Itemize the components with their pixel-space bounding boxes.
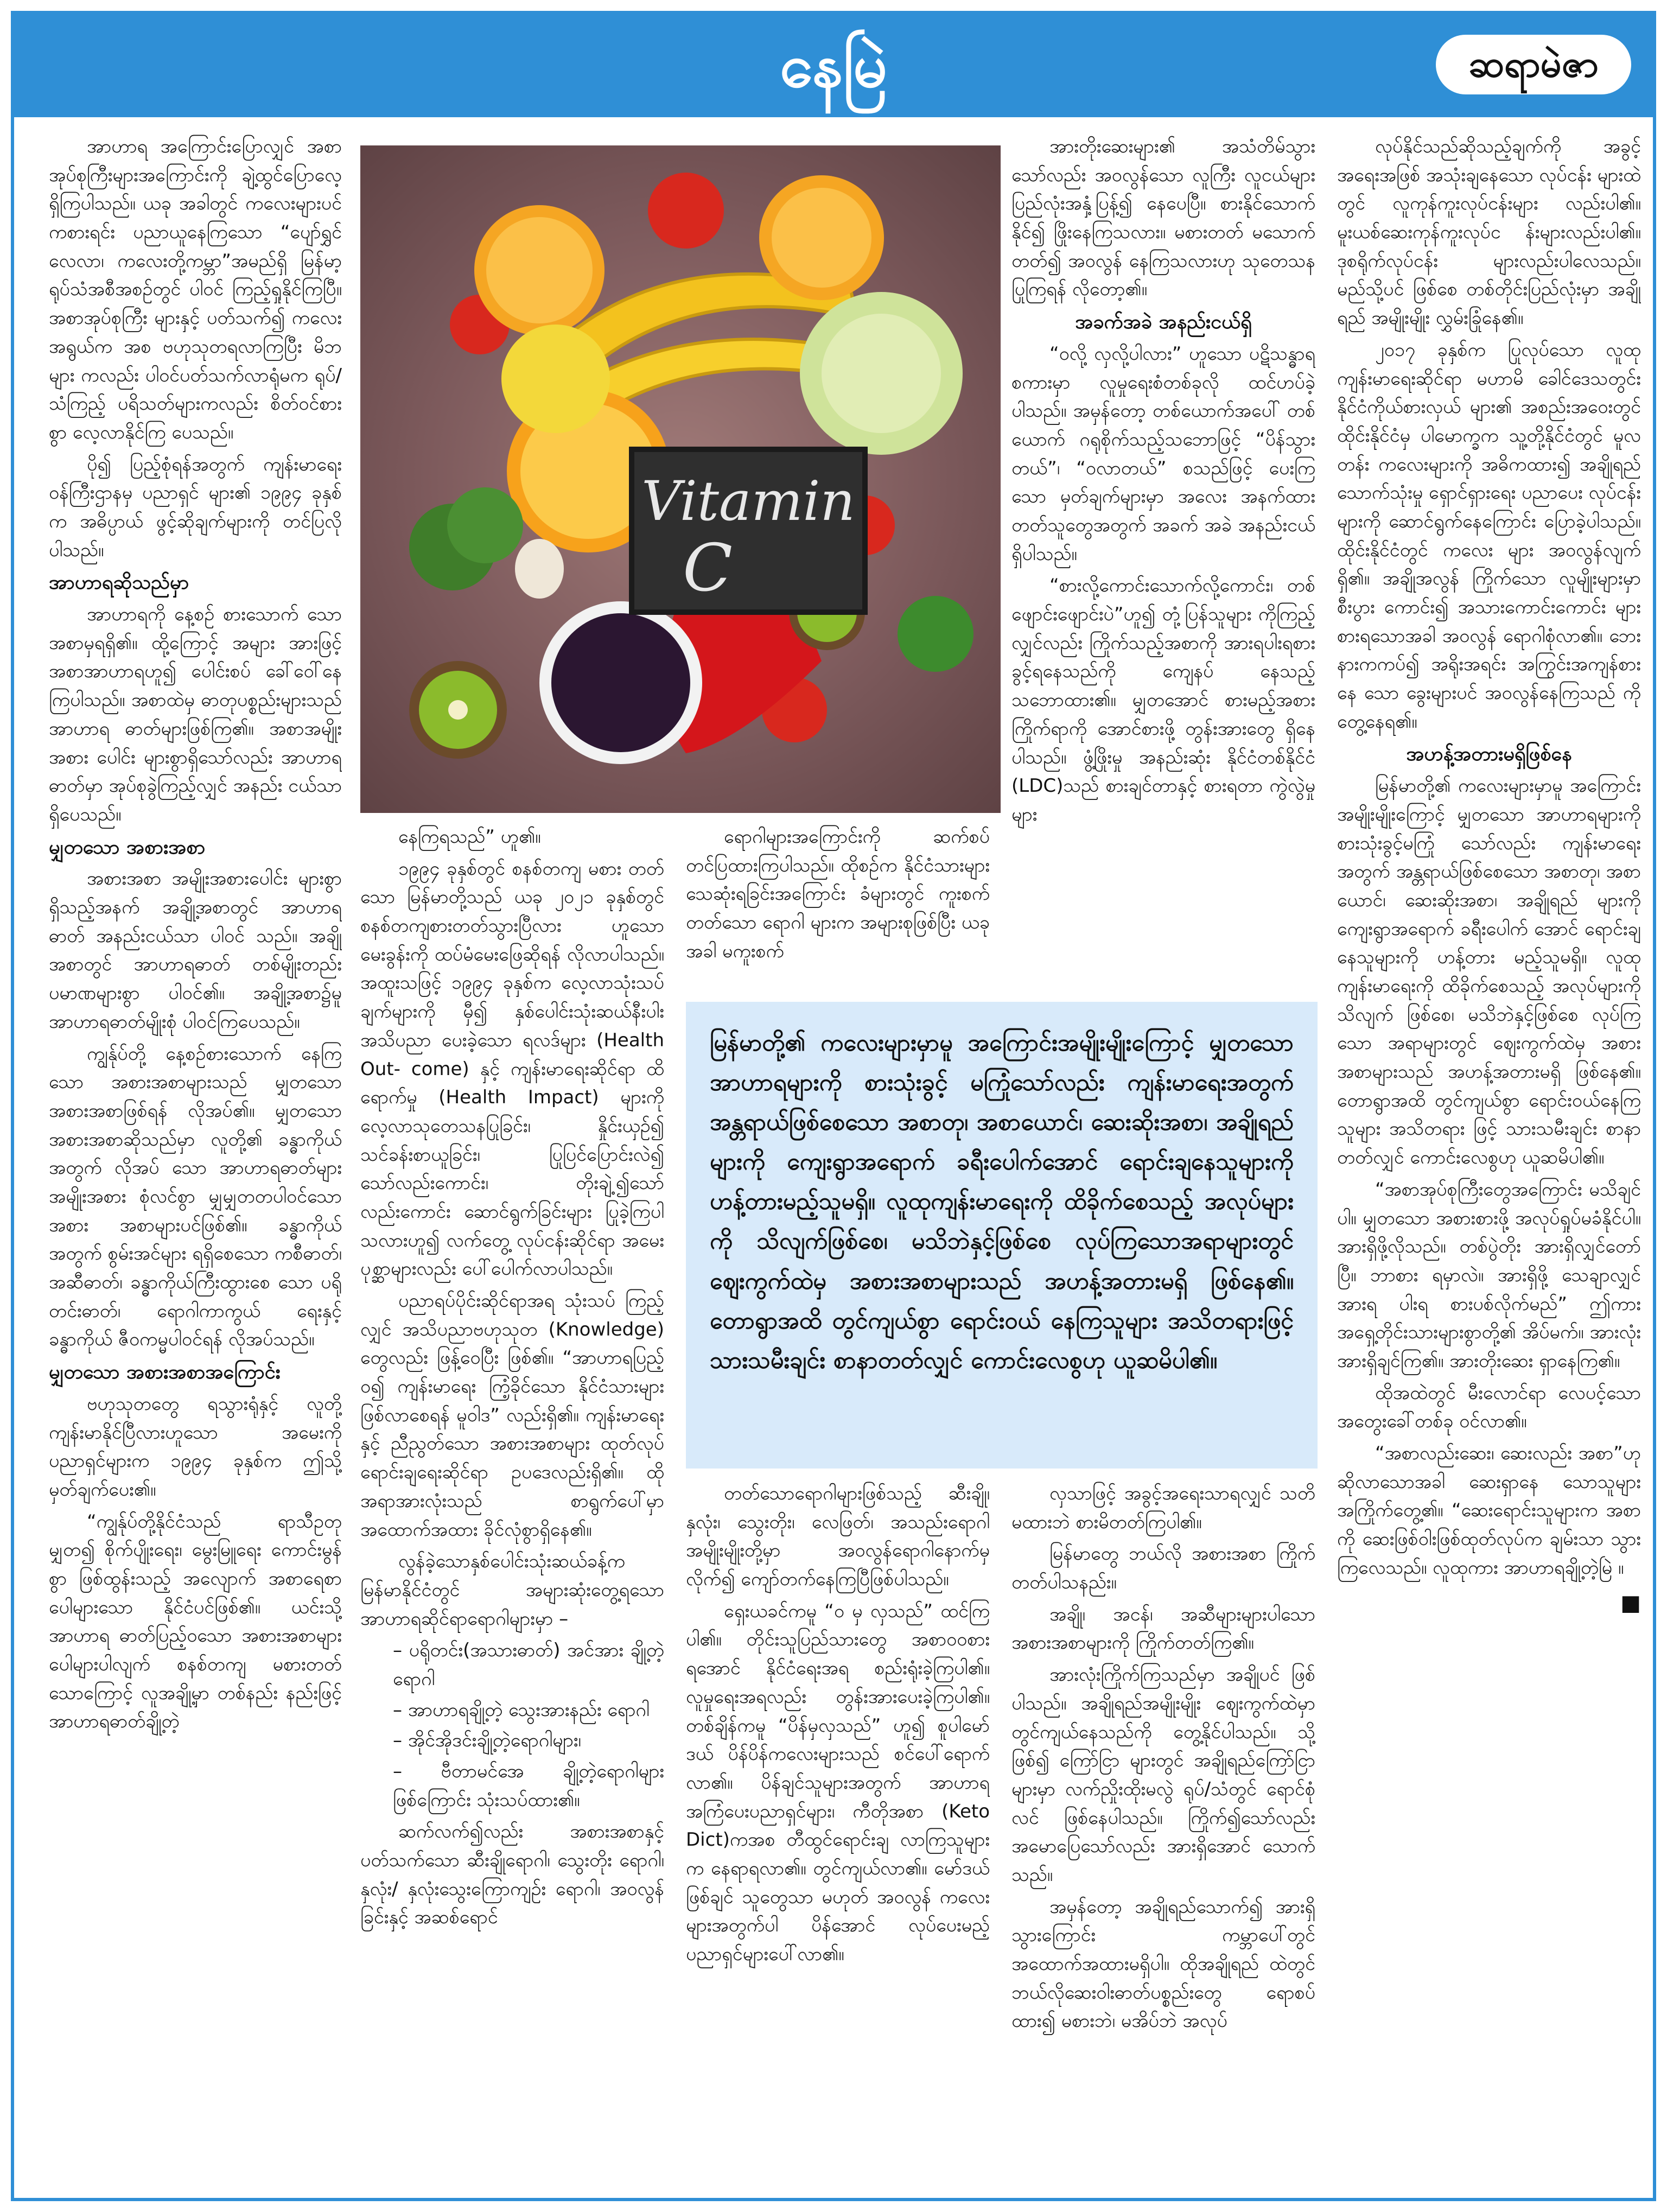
article-title: နေမြဲ (780, 31, 887, 100)
paragraph: “ကျွန်ုပ်တို့နိုင်ငံသည် ရာသီဥတု မျှတ၍ စိုက်ပျိုးရေး၊ မွေးမြူရေး ကောင်းမွန်စွာ ဖြစ်ထွန်းသည့် အလျောက် အစာရေစာ ပေါများသော နိုင်ငံပင်ဖြစ်၏။ ယင်းသို့ အာဟာရ ဓာတ်ပြည့်ဝသော အစားအစာများ ပေါများပါလျက် စနစ်တကျ မစားတတ် သောကြောင့် လူအချို့မှာ တစ်နည်း နည်းဖြင့် အာဟာရဓာတ်ချို့တဲ့ (49, 1510, 342, 1733)
list-item: – ပရိုတင်း(အသားဓာတ်) အင်အား ချို့တဲ့ရောဂါ (393, 1636, 664, 1693)
list-item: – ဗီတာမင်အေ ချို့တဲ့ရောဂါများ ဖြစ်ကြောင်း သုံးသပ်ထား၏။ (393, 1757, 664, 1814)
subheading: မျှတသော အစားအစာအကြောင်း (49, 1361, 281, 1384)
column-1 (49, 132, 342, 2189)
paragraph: အမှန်တော့ အချိုရည်သောက်၍ အားရှိသွားကြောင်း ကမ္ဘာပေါ်တွင် အထောက်အထားမရှိပါ။ ထိုအချိုရည် ထဲတွင် ဘယ်လိုဆေးဝါးဓာတ်ပစ္စည်းတွေ ရောစပ်ထား၍ မစားဘဲ၊ မအိပ်ဘဲ အလုပ် (1011, 1896, 1315, 2032)
column-4-top (1011, 132, 1315, 990)
end-mark: ■ (1620, 1591, 1641, 1616)
paragraph: ရောဂါများအကြောင်းကို ဆက်စပ် တင်ပြထားကြပါသည်။ ထိုစဉ်က နိုင်ငံသားများ သေဆုံးရခြင်းအကြောင်း ခံများတွင် ကူးစက်တတ်သော ရောဂါ များက အများစုဖြစ်ပြီး ယခုအခါ မကူးစက် (686, 826, 990, 962)
paragraph: အားတိုးဆေးများ၏ အသံတိမ်သွား သော်လည်း အဝလွန်သော လူကြီး လူငယ်များ ပြည်လုံးအနှံ့ပြန့်၍ နေပေပြီ။ စားနိုင်သောက်နိုင်၍ ဖြိုးနေကြသလား။ မစားတတ် မသောက်တတ်၍ အဝလွန် နေကြသလားဟု သုတေသနပြုကြရန် လိုတော့၏။ (1011, 136, 1315, 301)
subheading: အာဟာရဆိုသည်မှာ (49, 571, 189, 594)
subheading: အခက်အခဲ အနည်းငယ်ရှိ (1075, 311, 1252, 334)
list-item: – အာဟာရချို့တဲ့ သွေးအားနည်း ရောဂါ (393, 1696, 664, 1725)
fruit-illustration (360, 145, 1001, 813)
paragraph: ပို၍ ပြည့်စုံရန်အတွက် ကျန်းမာရေးဝန်ကြီးဌာနမှ ပညာရှင် များ၏ ၁၉၉၄ ခုနှစ်က အဓိပ္ပာယ် ဖွင့်ဆိုချက်များကို တင်ပြလိုပါသည်။ (49, 453, 342, 561)
paragraph: လွန်ခဲ့သောနှစ်ပေါင်းသုံးဆယ်ခန့်က မြန်မာနိုင်ငံတွင် အများဆုံးတွေ့ရသော အာဟာရဆိုင်ရာရောဂါများမှာ – (360, 1550, 664, 1630)
paragraph: မြန်မာတွေ ဘယ်လို အစားအစာ ကြိုက်တတ်ပါသနည်း။ (1011, 1543, 1315, 1594)
paragraph: အချို၊ အငန်၊ အဆီများများပါသော အစားအစာများကို ကြိုက်တတ်ကြ၏။ (1011, 1603, 1315, 1654)
column-3-top (686, 823, 990, 991)
paragraph: “စားလို့ကောင်းသောက်လို့ကောင်း၊ တစ်ဖျောင်းဖျောင်းပဲ”ဟူ၍ တုံ့ပြန်သူများ ကိုကြည့်လျှင်လည်း ကြိုက်သည့်အစာကို အားရပါးရစားခွင့်ရနေသည်ကို ကျေနပ် နေသည့် သဘောထား၏။ မျှတအောင် စားမည့်အစား ကြိုက်ရာကို အောင်စားဖို့ တွန်းအားတွေ ရှိနေပါသည်။ ဖွံ့ဖြိုးမှု အနည်းဆုံး နိုင်ငံတစ်နိုင်ငံ (LDC)သည် စားချင်တာနှင့် စားရတာ ကွဲလွဲမှုများ (1011, 575, 1315, 825)
paragraph: နေကြရသည်” ဟူ၏။ (398, 826, 541, 848)
paragraph: တတ်သောရောဂါများဖြစ်သည့် ဆီးချို၊ နှလုံး၊ သွေးတိုး၊ လေဖြတ်၊ အသည်းရောဂါ အမျိုးမျိုးတို့မှာ အဝလွန်ရောဂါနောက်မှ လိုက်၍ ကျော်တက်နေကြပြီဖြစ်ပါသည်။ (686, 1483, 990, 1591)
subheading: အဟန့်အတားမရှိဖြစ်နေ (1406, 743, 1572, 766)
board-text-2: C (683, 531, 733, 606)
article-frame (11, 11, 1656, 2201)
header-bar (14, 14, 1653, 117)
paragraph: ပညာရပ်ပိုင်းဆိုင်ရာအရ သုံးသပ် ကြည့်လျှင် အသိပညာဗဟုသုတ (Knowledge) တွေလည်း ဖြန့်ဝေပြီး ဖြစ်၏။ “အာဟာရပြည့်ဝ၍ ကျန်းမာရေး ကြံ့ခိုင်သော နိုင်ငံသားများ ဖြစ်လာစေရန် မူဝါဒ” လည်းရှိ၏။ ကျန်းမာရေးနှင့် ညီညွတ်သော အစားအစာများ ထုတ်လုပ် ရောင်းချရေးဆိုင်ရာ ဥပဒေလည်းရှိ၏။ ထိုအရာအားလုံးသည် စာရွက်ပေါ်မှာ အထောက်အထား ခိုင်လုံစွာရှိနေ၏။ (360, 1290, 664, 1541)
column-4-bottom (1011, 1479, 1315, 2190)
paragraph: အစားအစာ အမျိုးအစားပေါင်း များစွာရှိသည့်အနက် အချို့အစာတွင် အာဟာရဓာတ် အနည်းငယ်သာ ပါဝင် သည်။ အချို့အစာတွင် အာဟာရဓာတ် တစ်မျိုးတည်း ပမာဏများစွာ ပါဝင်၏။ အချို့အစာ၌မူ အာဟာရဓာတ်မျိုးစုံ ပါဝင်ကြပေသည်။ (49, 868, 342, 1033)
paragraph: “အစာအုပ်စုကြီးတွေအကြောင်း မသိချင်ပါ။ မျှတသော အစားစားဖို့ အလုပ်ရှုပ်မခံနိုင်ပါ။ အားရှိဖို့လိုသည်။ တစ်ပွဲတိုး အားရှိလျှင်တော်ပြီ။ ဘာစား ရမှာလဲ။ အားရှိဖို့ သေချာလျှင် အားရ ပါးရ စားပစ်လိုက်မည်” ဤကား အရှေ့တိုင်းသားများစွာတို့၏ အိပ်မက်။ အားလုံး အားရှိချင်ကြ၏။ အားတိုးဆေး ရှာနေကြ၏။ (1337, 1178, 1641, 1372)
vitamin-c-photo (360, 145, 1001, 813)
paragraph: လုပ်နိုင်သည်ဆိုသည့်ချက်ကို အခွင့် အရေးအဖြစ် အသုံးချနေသော လုပ်ငန်း များထဲတွင် လူကုန်ကူးလုပ်ငန်းများ လည်းပါ၏။ မူးယစ်ဆေးကုန်ကူးလုပ်င န်းများလည်းပါ၏။ ဒုစရိုက်လုပ်ငန်း များလည်းပါလေသည်။ မည်သို့ပင် ဖြစ်စေ တစ်တိုင်းပြည်လုံးမှာ အချိုရည် အမျိုးမျိုး လွှမ်းခြုံနေ၏။ (1337, 136, 1641, 329)
paragraph: မြန်မာတို့၏ ကလေးများမှာမူ အကြောင်းအမျိုးမျိုးကြောင့် မျှတသော အာဟာရများကို စားသုံးခွင့်မကြုံ သော်လည်း ကျန်းမာရေးအတွက် အန္တရာယ်ဖြစ်စေသော အစာတု၊ အစာယောင်၊ ဆေးဆိုးအစာ၊ အချိုရည် များကို ကျေးရွာအရောက် ခရီးပေါက် အောင် ရောင်းချနေသူများကို ဟန့်တား မည့်သူမရှိ။ လူထုကျန်းမာရေးကို ထိခိုက်စေသည့် အလုပ်များကိုသိလျက် ဖြစ်စေ၊ မသိဘဲနှင့်ဖြစ်စေ လုပ်ကြသော အရာများတွင် ဈေးကွက်ထဲမှ အစား အစာများသည် အဟန့်အတားမရှိ ဖြစ်နေ၏။ တောရွာအထိ တွင်ကျယ်စွာ ရောင်းဝယ်နေကြသူများ အသိတရား ဖြင့် သားသမီးချင်း စာနာတတ်လျှင် ကောင်းလေစွဟု ယူဆမိပါ၏။ (1337, 775, 1641, 1169)
paragraph: လှသာဖြင့် အခွင့်အရေးသာရလျှင် သတိ မထားဘဲ စားမိတတ်ကြပါ၏။ (1011, 1483, 1315, 1533)
paragraph: ဗဟုသုတတွေ ရသွားရုံနှင့် လူတို့ ကျန်းမာနိုင်ပြီလားဟူသော အမေးကို ပညာရှင်များက ၁၉၉၄ ခုနှစ်က ဤသို့မှတ်ချက်ပေး၏။ (49, 1393, 342, 1501)
disease-list (360, 1636, 664, 1814)
list-item: – အိုင်အိုဒင်းချို့တဲ့ရောဂါများ၊ (393, 1726, 664, 1755)
paragraph: ကျွန်ုပ်တို့ နေ့စဉ်စားသောက် နေကြသော အစားအစာများသည် မျှတသော အစားအစာဖြစ်ရန် လိုအပ်၏။ မျှတသော အစားအစာဆိုသည်မှာ လူတို့၏ ခန္ဓာကိုယ်အတွက် လိုအပ် သော အာဟာရဓာတ်များ အမျိုးအစား စုံလင်စွာ မျှမျှတတပါဝင်သော အစား အစာများပင်ဖြစ်၏။ ခန္ဓာကိုယ်အတွက် စွမ်းအင်များ ရရှိစေသော ကစီဓာတ်၊ အဆီဓာတ်၊ ခန္ဓာကိုယ်ကြီးထွားစေ သော ပရိုတင်းဓာတ်၊ ရောဂါကာကွယ် ရေးနှင့် ခန္ဓာကိုယ် ဇီဝကမ္မပါဝင်ရန် လိုအပ်သည်။ (49, 1043, 342, 1351)
paragraph: ၂၀၁၇ ခုနှစ်က ပြုလုပ်သော လူထုကျန်းမာရေးဆိုင်ရာ မဟာမိ ခေါင်ဒေသတွင်း နိုင်ငံကိုယ်စားလှယ် များ၏ အစည်းအဝေးတွင် ထိုင်းနိုင်ငံမှ ပါမောက္ခက သူ့တို့နိုင်ငံတွင် မူလတန်း ကလေးများကို အဓိကထား၍ အချိုရည် သောက်သုံးမှု ရှောင်ရှားရေး ပညာပေး လုပ်ငန်းများကို ဆောင်ရွက်နေကြောင်း ပြောခဲ့ပါသည်။ ထိုင်းနိုင်ငံတွင် ကလေး များ အဝလွန်လျက်ရှိ၏။ အချိုအလွန် ကြိုက်သော လူမျိုးများမှာ စီးပွား ကောင်း၍ အသားကောင်းကောင်း များစားရသောအခါ အဝလွန် ရောဂါစုံလာ၏။ ဘေးနားကကပ်၍ အရိုးအရင်း အကြွင်းအကျန်စားနေ သော ခွေးများပင် အဝလွန်နေကြသည် ကို တွေ့နေရ၏။ (1337, 339, 1641, 733)
column-3-bottom (686, 1479, 990, 2190)
paragraph: အာဟာရ အကြောင်းပြောလျှင် အစာ အုပ်စုကြီးများအကြောင်းကို ချဲ့ထွင်ပြောလေ့ရှိကြပါသည်။ ယခု အခါတွင် ကလေးများပင် ကစားရင်း ပညာယူနေကြသော “ပျော်ရွှင် လေလာ၊ ကလေးတို့ကမ္ဘာ”အမည်ရှိ မြန်မာ့ရုပ်သံအစီအစဉ်တွင် ပါဝင် ကြည့်ရှုနိုင်ကြပြီ။ အစာအုပ်စုကြီး များနှင့် ပတ်သက်၍ ကလေးအရွယ်က အစ ဗဟုသုတရလာကြပြီး မိဘများ ကလည်း ပါဝင်ပတ်သက်လာရုံမက ရုပ်/သံကြည့် ပရိသတ်များကလည်း စိတ်ဝင်စားစွာ လေ့လာနိုင်ကြ ပေသည်။ (49, 136, 342, 443)
board-text-1: Vitamin (641, 469, 855, 533)
paragraph: “အစာလည်းဆေး၊ ဆေးလည်း အစာ”ဟု ဆိုလာသောအခါ ဆေးရှာနေ သောသူများ အကြိုက်တွေ့၏။ “ဆေးရောင်းသူများက အစာကို ဆေးဖြစ်ဝါးဖြစ်ထုတ်လုပ်က ချမ်းသာ သွားကြလေသည်။ လူထုကား အာဟာရချို့တဲ့မြဲ ။ (1337, 1442, 1641, 1579)
paragraph: ဆက်လက်၍လည်း အစားအစာနှင့် ပတ်သက်သော ဆီးချိုရောဂါ၊ သွေးတိုး ရောဂါ၊ နှလုံး/ နှလုံးသွေးကြောကျဉ်း ရောဂါ၊ အဝလွန်ခြင်းနှင့် အဆစ်ရောင် (360, 1821, 664, 1929)
author-byline: ဆရာမဲဇာ (1436, 35, 1631, 94)
column-2 (360, 823, 664, 2190)
column-5 (1337, 132, 1641, 2189)
subheading: မျှတသော အစားအစာ (49, 836, 206, 859)
paragraph: အာဟာရကို နေ့စဉ် စားသောက် သော အစာမှရရှိ၏။ ထို့ကြောင့် အများ အားဖြင့် အစာအာဟာရဟူ၍ ပေါင်းစပ် ခေါ်ဝေါ်နေကြပါသည်။ အစာထဲမှ ဓာတုပစ္စည်းများသည် အာဟာရ ဓာတ်များဖြစ်ကြ၏။ အစာအမျိုးအစား ပေါင်း များစွာရှိသော်လည်း အာဟာရ ဓာတ်မှာ အုပ်စုခွဲကြည့်လျှင် အနည်း ငယ်သာရှိပေသည်။ (49, 603, 342, 825)
paragraph: ရှေးယခင်ကမူ “ဝ မှ လှသည်” ထင်ကြပါ၏။ တိုင်းသူပြည်သားတွေ အစာဝဝစားရအောင် နိုင်ငံရေးအရ စည်းရုံးခဲ့ကြပါ၏။ လူမှုရေးအရလည်း တွန်းအားပေးခဲ့ကြပါ၏။ တစ်ချိန်ကမူ “ပိန်မှလှသည်” ဟူ၍ စူပါမော်ဒယ် ပိန်ပိန်ကလေးများသည် စင်ပေါ်ရောက် လာ၏။ ပိန်ချင်သူများအတွက် အာဟာရ အကြံပေးပညာရှင်များ၊ ကီတိုအစာ (Keto Dict)ကအစ တီထွင်ရောင်းချ လာကြသူများက နေရာရလာ၏။ တွင်ကျယ်လာ၏။ မော်ဒယ်ဖြစ်ချင် သူတွေသာ မဟုတ် အဝလွန် ကလေးများအတွက်ပါ ပိန်အောင် လုပ်ပေးမည့် ပညာရှင်များပေါ်လာ၏။ (686, 1600, 990, 1965)
paragraph: အားလုံးကြိုက်ကြသည်မှာ အချိုပင် ဖြစ်ပါသည်။ အချိုရည်အမျိုးမျိုး ဈေးကွက်ထဲမှာ တွင်ကျယ်နေသည်ကို တွေ့နိုင်ပါသည်။ သို့ဖြစ်၍ ကြော်ငြာ များတွင် အချိုရည်ကြော်ငြာများမှာ လက်ညှိုးထိုးမလွဲ ရုပ်/သံတွင် ရောင်စုံလင် ဖြစ်နေပါသည်။ ကြိုက်၍သော်လည်း အမောပြေသော်လည်း အားရှိအောင် သောက်သည်။ (1011, 1664, 1315, 1886)
pull-quote: မြန်မာတို့၏ ကလေးများမှာမူ အကြောင်းအမျိုးမျိုးကြောင့် မျှတသော အာဟာရများကို စားသုံးခွင့် မကြုံသော်လည်း ကျန်းမာရေးအတွက် အန္တရာယ်ဖြစ်စေသော အစာတု၊ အစာယောင်၊ ဆေးဆိုးအစာ၊ အချိုရည်များကို ကျေးရွာအရောက် ခရီးပေါက်အောင် ရောင်းချနေသူများကို ဟန့်တားမည့်သူမရှိ။ လူထုကျန်းမာရေးကို ထိခိုက်စေသည့် အလုပ်များကို သိလျက်ဖြစ်စေ၊ မသိဘဲနှင့်ဖြစ်စေ လုပ်ကြသောအရာများတွင် ဈေးကွက်ထဲမှ အစားအစာများသည် အဟန့်အတားမရှိ ဖြစ်နေ၏။ တောရွာအထိ တွင်ကျယ်စွာ ရောင်းဝယ် နေကြသူများ အသိတရားဖြင့် သားသမီးချင်း စာနာတတ်လျှင် ကောင်းလေစွဟု ယူဆမိပါ၏။ (686, 1002, 1318, 1469)
paragraph: ထိုအထဲတွင် မီးလောင်ရာ လေပင့်သော အတွေးခေါ်တစ်ခု ဝင်လာ၏။ (1337, 1382, 1641, 1433)
paragraph: “ဝလို့ လှလို့ပါလား” ဟူသော ပဋိသန္ဓာရ စကားမှာ လူမှုရေးစံတစ်ခုလို ထင်ဟပ်ခဲ့ပါသည်။ အမှန်တော့ တစ်ယောက်အပေါ် တစ်ယောက် ဂရုစိုက်သည့်သဘောဖြင့် “ပိန်သွား တယ်”၊ “ဝလာတယ်” စသည်ဖြင့် ပေးကြသော မှတ်ချက်များမှာ အလေး အနက်ထားတတ်သူတွေအတွက် အခက် အခဲ အနည်းငယ်ရှိပါသည်။ (1011, 342, 1315, 565)
paragraph: ၁၉၉၄ ခုနှစ်တွင် စနစ်တကျ မစား တတ်သော မြန်မာတို့သည် ယခု ၂၀၂၁ ခုနှစ်တွင် စနစ်တကျစားတတ်သွားပြီလား ဟူသော မေးခွန်းကို ထပ်မံမေးဖြေဆိုရန် လိုလာပါသည်။ အထူးသဖြင့် ၁၉၉၄ ခုနှစ်က လေ့လာသုံးသပ်ချက်များကို မှီ၍ နှစ်ပေါင်းသုံးဆယ်နီးပါး အသိပညာ ပေးခဲ့သော ရလဒ်များ (Health Out- come) နှင့် ကျန်းမာရေးဆိုင်ရာ ထိရောက်မှု (Health Impact) များကို လေ့လာသုတေသနပြုခြင်း၊ နှိုင်းယှဉ်၍ သင်ခန်းစာယူခြင်း၊ ပြုပြင်ပြောင်းလဲ၍ သော်လည်းကောင်း၊ တိုးချဲ့၍သော် လည်းကောင်း ဆောင်ရွက်ခြင်းများ ပြုခဲ့ကြပါသလားဟူ၍ လက်တွေ့ လုပ်ငန်းဆိုင်ရာ အမေးပုစ္ဆာများလည်း ပေါ်ပေါက်လာပါသည်။ (360, 857, 664, 1280)
